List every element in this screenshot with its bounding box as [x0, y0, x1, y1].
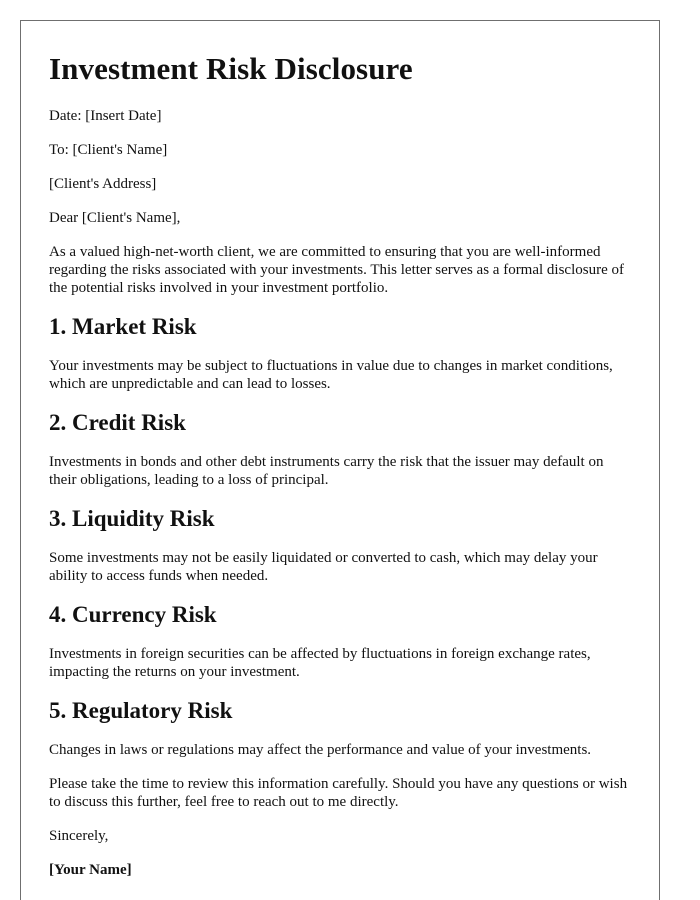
- risk-section-market: [49, 313, 631, 393]
- section-heading: 4. Currency Risk: [49, 602, 217, 627]
- section-body: Investments in foreign securities can be affected by fluctuations in foreign exchange rates, impacting the returns on your investment.: [49, 646, 591, 680]
- sign-off: Sincerely,: [49, 828, 109, 844]
- section-heading: 5. Regulatory Risk: [49, 698, 233, 723]
- risk-section-credit: [49, 409, 631, 489]
- recipient-line: To: [Client's Name]: [49, 142, 168, 158]
- intro-paragraph: As a valued high-net-worth client, we are committed to ensuring that you are well-informed regarding the risks associated with your investments. This letter serves as a formal disclosure of the potential risks involved in your investment portfolio.: [49, 244, 624, 296]
- section-body: Changes in laws or regulations may affect the performance and value of your investments.: [49, 742, 592, 758]
- signature-name: [Your Name]: [49, 862, 132, 878]
- risk-section-regulatory: [49, 697, 631, 759]
- risk-section-liquidity: [49, 505, 631, 585]
- section-heading: 1. Market Risk: [49, 314, 197, 339]
- address-line: [Client's Address]: [49, 176, 157, 192]
- section-body: Investments in bonds and other debt instruments carry the risk that the issuer may default on their obligations, leading to a loss of principal.: [49, 454, 604, 488]
- salutation: Dear [Client's Name],: [49, 210, 181, 226]
- section-heading: 2. Credit Risk: [49, 410, 186, 435]
- date-line: Date: [Insert Date]: [49, 108, 162, 124]
- section-body: Some investments may not be easily liquidated or converted to cash, which may delay your ability to access funds when needed.: [49, 550, 598, 584]
- letter-page: [20, 20, 660, 900]
- closing-paragraph: Please take the time to review this information carefully. Should you have any questions or wish to discuss this further, feel free to reach out to me directly.: [49, 776, 628, 810]
- risk-section-currency: [49, 601, 631, 681]
- section-heading: 3. Liquidity Risk: [49, 506, 215, 531]
- section-body: Your investments may be subject to fluctuations in value due to changes in market conditions, which are unpredictable and can lead to losses.: [49, 358, 613, 392]
- letter-title: Investment Risk Disclosure: [49, 51, 413, 86]
